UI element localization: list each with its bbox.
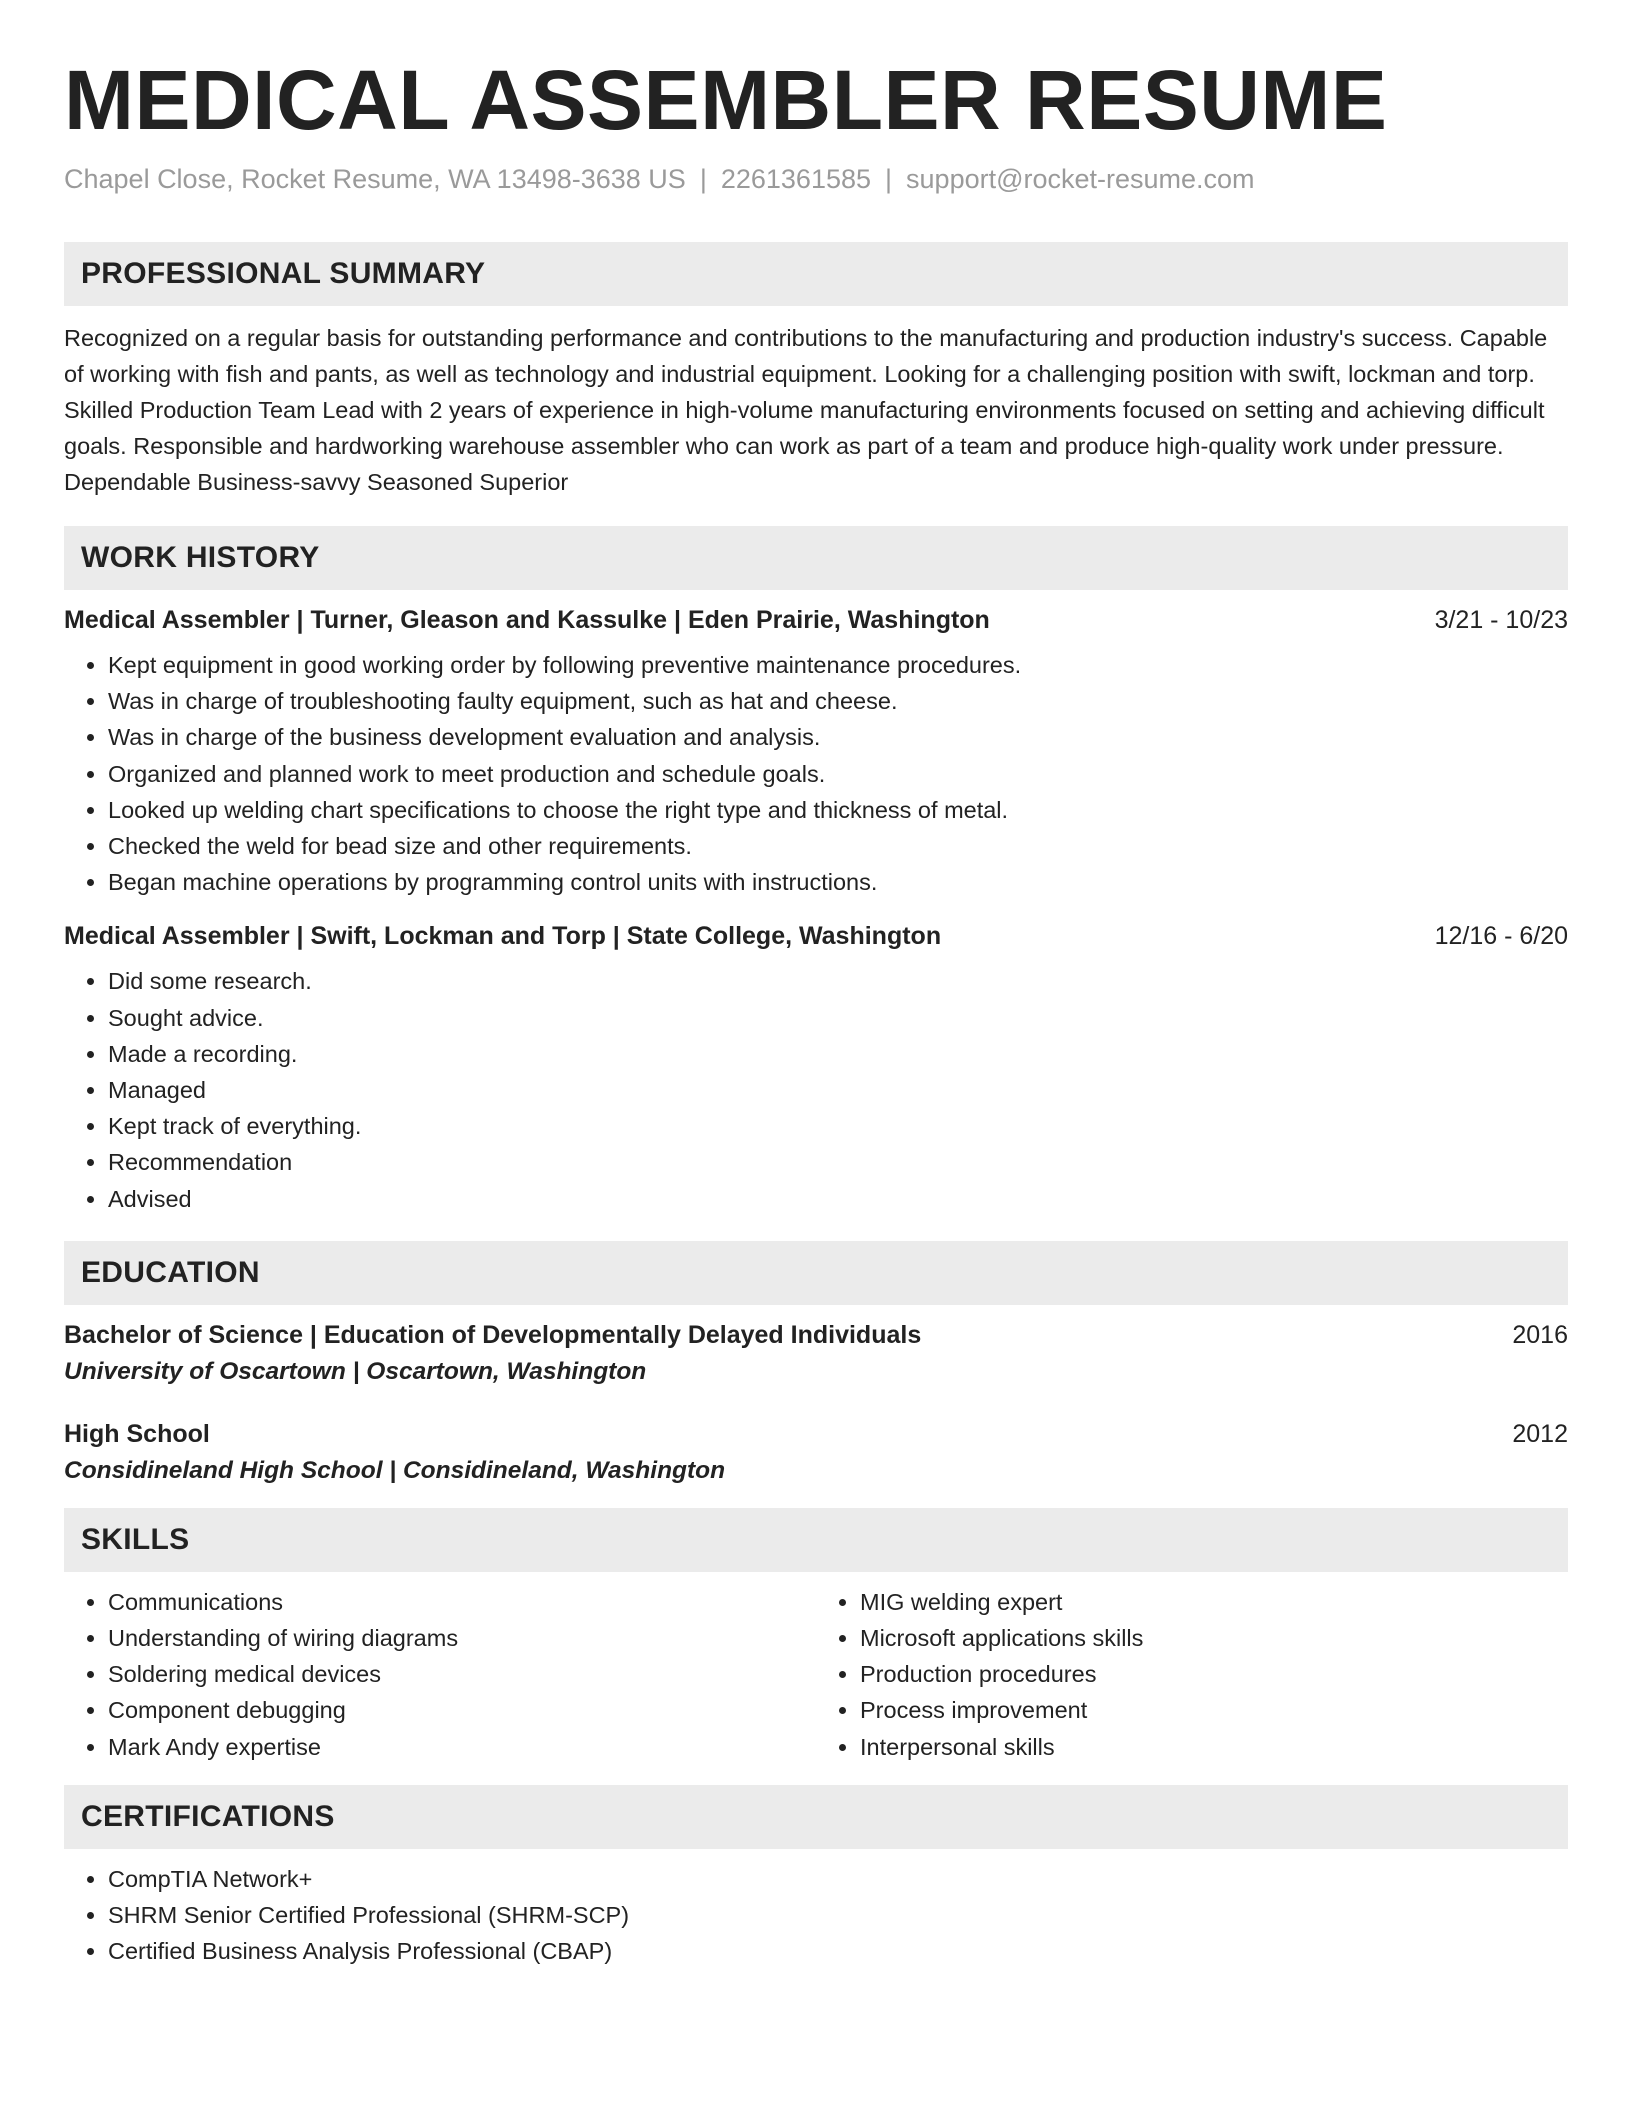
list-item: • Advised (108, 1181, 1568, 1217)
list-item: • Kept equipment in good working order by following preventive maintenance procedures. (108, 647, 1568, 683)
list-item: • Mark Andy expertise (108, 1729, 816, 1765)
resume-title: MEDICAL ASSEMBLER RESUME (64, 53, 1388, 147)
resume-content (64, 53, 1568, 1969)
summary-text: Recognized on a regular basis for outstanding performance and contributions to the manufacturing and production industry's success. Capable of working with fish and pants, as well as technology and industrial equipment. Looking for a challenging position with swift, lockman and torp. Skilled Production Team Lead with 2 years of experience in high-volume manufacturing environments focused on setting and achieving difficult goals. Responsible and hardworking warehouse assembler who can work as part of a team and produce high-quality work under pressure. Dependable Business-savvy Seasoned Superior (64, 325, 1548, 495)
education-degree: Bachelor of Science | Education of Developmentally Delayed Individuals (64, 1320, 922, 1349)
education-year: 2016 (1512, 1320, 1568, 1349)
list-item: • MIG welding expert (860, 1584, 1568, 1620)
skills-list-left (64, 1584, 816, 1765)
list-item: • SHRM Senior Certified Professional (SHRM-SCP) (108, 1897, 1568, 1933)
job-duties-list (64, 963, 1568, 1216)
job-title: Medical Assembler | Turner, Gleason and Kassulke | Eden Prairie, Washington (64, 606, 990, 634)
job-dates: 12/16 - 6/20 (1434, 922, 1568, 951)
list-item: • Checked the weld for bead size and other requirements. (108, 828, 1568, 864)
list-item: • Was in charge of the business development evaluation and analysis. (108, 719, 1568, 755)
list-item: • Process improvement (860, 1692, 1568, 1728)
section-header-education: EDUCATION (64, 1241, 1568, 1305)
section-header-work-history: WORK HISTORY (64, 526, 1568, 590)
list-item: • Sought advice. (108, 1000, 1568, 1036)
education-heading (64, 1321, 1568, 1350)
contact-address: Chapel Close, Rocket Resume, WA 13498-3638 US (64, 164, 686, 194)
contact-separator: | (699, 164, 707, 194)
list-item: • Made a recording. (108, 1036, 1568, 1072)
list-item: • Began machine operations by programming control units with instructions. (108, 864, 1568, 900)
list-item: • Component debugging (108, 1692, 816, 1728)
list-item: • Managed (108, 1072, 1568, 1108)
skills-grid (64, 1584, 1568, 1765)
education-school: Considineland High School | Considineland, Washington (64, 1456, 726, 1484)
education-school: University of Oscartown | Oscartown, Washington (64, 1357, 647, 1385)
job-duties-list (64, 647, 1568, 900)
list-item: • Production procedures (860, 1656, 1568, 1692)
list-item: • Interpersonal skills (860, 1729, 1568, 1765)
list-item: • Looked up welding chart specifications to choose the right type and thickness of metal. (108, 792, 1568, 828)
contact-phone[interactable]: 2261361585 (720, 164, 872, 194)
job-title: Medical Assembler | Swift, Lockman and Torp | State College, Washington (64, 922, 942, 951)
contact-email[interactable]: support@rocket-resume.com (906, 164, 1255, 194)
job-dates: 3/21 - 10/23 (1434, 606, 1568, 634)
education-year: 2012 (1512, 1419, 1568, 1448)
list-item: • Kept track of everything. (108, 1108, 1568, 1144)
contact-line (64, 164, 1568, 195)
section-header-skills: SKILLS (64, 1508, 1568, 1572)
list-item: • Soldering medical devices (108, 1656, 816, 1692)
list-item: • CompTIA Network+ (108, 1861, 1568, 1897)
job-heading (64, 922, 1568, 951)
list-item: • Organized and planned work to meet production and schedule goals. (108, 756, 1568, 792)
list-item: • Microsoft applications skills (860, 1620, 1568, 1656)
list-item: • Did some research. (108, 963, 1568, 999)
list-item: • Understanding of wiring diagrams (108, 1620, 816, 1656)
section-header-summary: PROFESSIONAL SUMMARY (64, 242, 1568, 306)
education-degree: High School (64, 1419, 210, 1448)
list-item: • Was in charge of troubleshooting faulty equipment, such as hat and cheese. (108, 683, 1568, 719)
list-item: • Certified Business Analysis Professional (CBAP) (108, 1933, 1568, 1969)
contact-separator: | (885, 164, 893, 194)
list-item: • Communications (108, 1584, 816, 1620)
job-entry (64, 922, 1568, 1216)
list-item: • Recommendation (108, 1144, 1568, 1180)
education-entry (64, 1321, 1568, 1386)
certifications-list (64, 1861, 1568, 1970)
section-header-certifications: CERTIFICATIONS (64, 1785, 1568, 1849)
skills-list-right (816, 1584, 1568, 1765)
education-heading (64, 1420, 1568, 1449)
job-heading (64, 606, 1568, 635)
job-entry (64, 606, 1568, 900)
education-entry (64, 1420, 1568, 1485)
